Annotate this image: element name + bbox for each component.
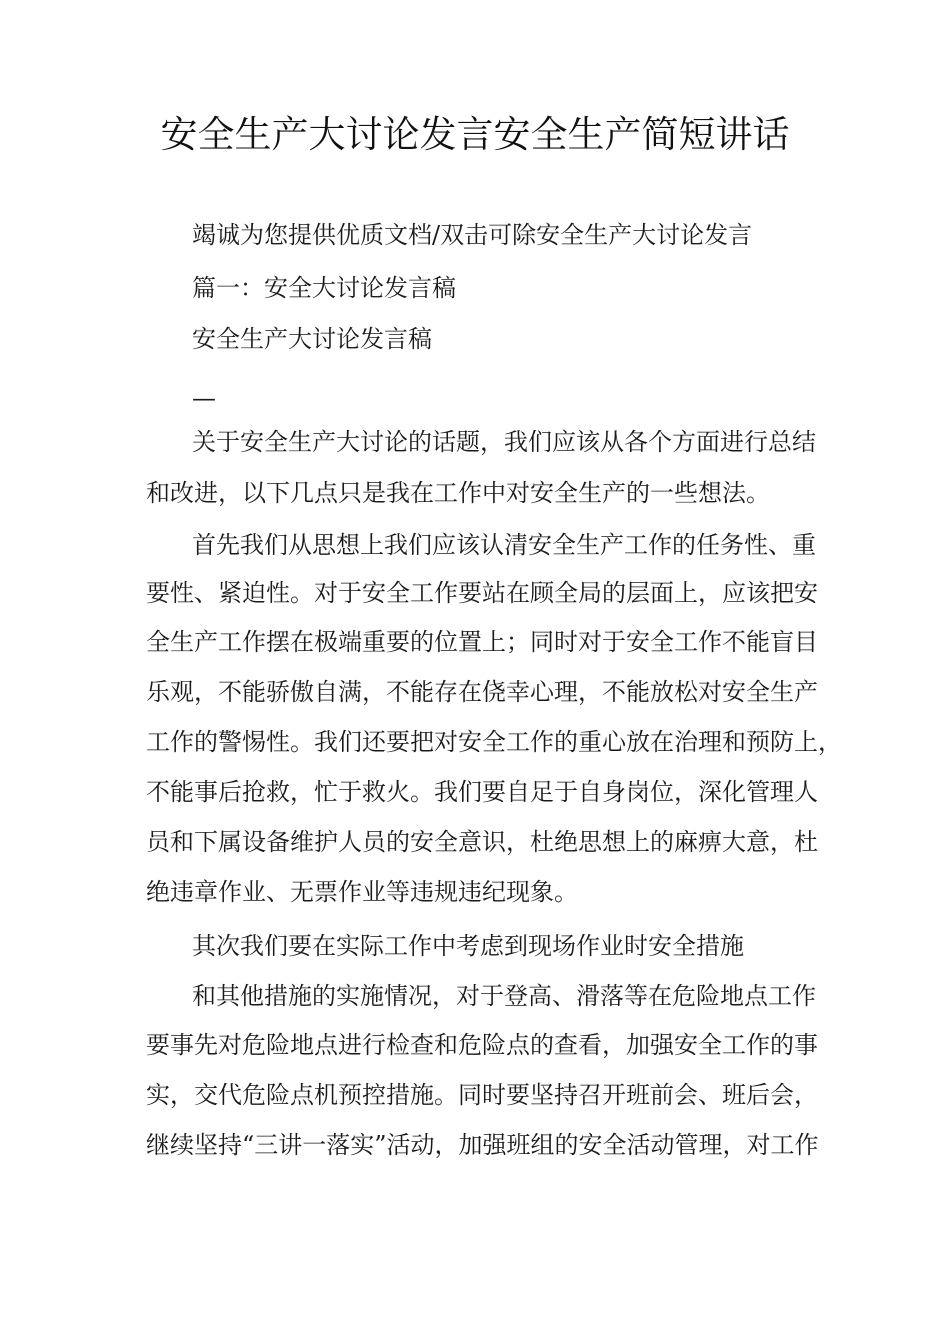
paragraph-line: 乐观，不能骄傲自满，不能存在侥幸心理，不能放松对安全生产	[146, 678, 818, 706]
paragraph-line: 首先我们从思想上我们应该认清安全生产工作的任务性、重	[192, 531, 816, 559]
paragraph-line: 和改进，以下几点只是我在工作中对安全生产的一些想法。	[146, 479, 770, 507]
paragraph-line: 工作的警惕性。我们还要把对安全工作的重心放在治理和预防上，	[146, 728, 842, 756]
paragraph-line: 和其他措施的实施情况，对于登高、滑落等在危险地点工作	[192, 982, 816, 1010]
intro-line: 竭诚为您提供优质文档/双击可除安全生产大讨论发言	[192, 221, 753, 249]
paragraph-line: 绝违章作业、无票作业等违规违纪现象。	[146, 878, 578, 906]
paragraph-line: 不能事后抢救，忙于救火。我们要自足于自身岗位，深化管理人	[146, 778, 818, 806]
document-title: 安全生产大讨论发言安全生产简短讲话	[160, 113, 790, 156]
paragraph-line: 关于安全生产大讨论的话题，我们应该从各个方面进行总结	[192, 428, 816, 456]
dash-line: —	[192, 384, 216, 412]
paragraph-line: 全生产工作摆在极端重要的位置上；同时对于安全工作不能盲目	[146, 628, 818, 656]
paragraph-line: 员和下属设备维护人员的安全意识，杜绝思想上的麻痹大意，杜	[146, 828, 818, 856]
paragraph-line: 要性、紧迫性。对于安全工作要站在顾全局的层面上，应该把安	[146, 579, 818, 607]
paragraph-line: 实，交代危险点机预控措施。同时要坚持召开班前会、班后会，	[146, 1081, 818, 1109]
paragraph-line: 其次我们要在实际工作中考虑到现场作业时安全措施	[192, 932, 744, 960]
subtitle-line: 安全生产大讨论发言稿	[192, 325, 432, 353]
paragraph-line: 要事先对危险地点进行检查和危险点的查看，加强安全工作的事	[146, 1031, 818, 1059]
section-heading: 篇一：安全大讨论发言稿	[192, 274, 456, 302]
paragraph-line: 继续坚持“三讲一落实”活动，加强班组的安全活动管理，对工作	[146, 1131, 819, 1159]
